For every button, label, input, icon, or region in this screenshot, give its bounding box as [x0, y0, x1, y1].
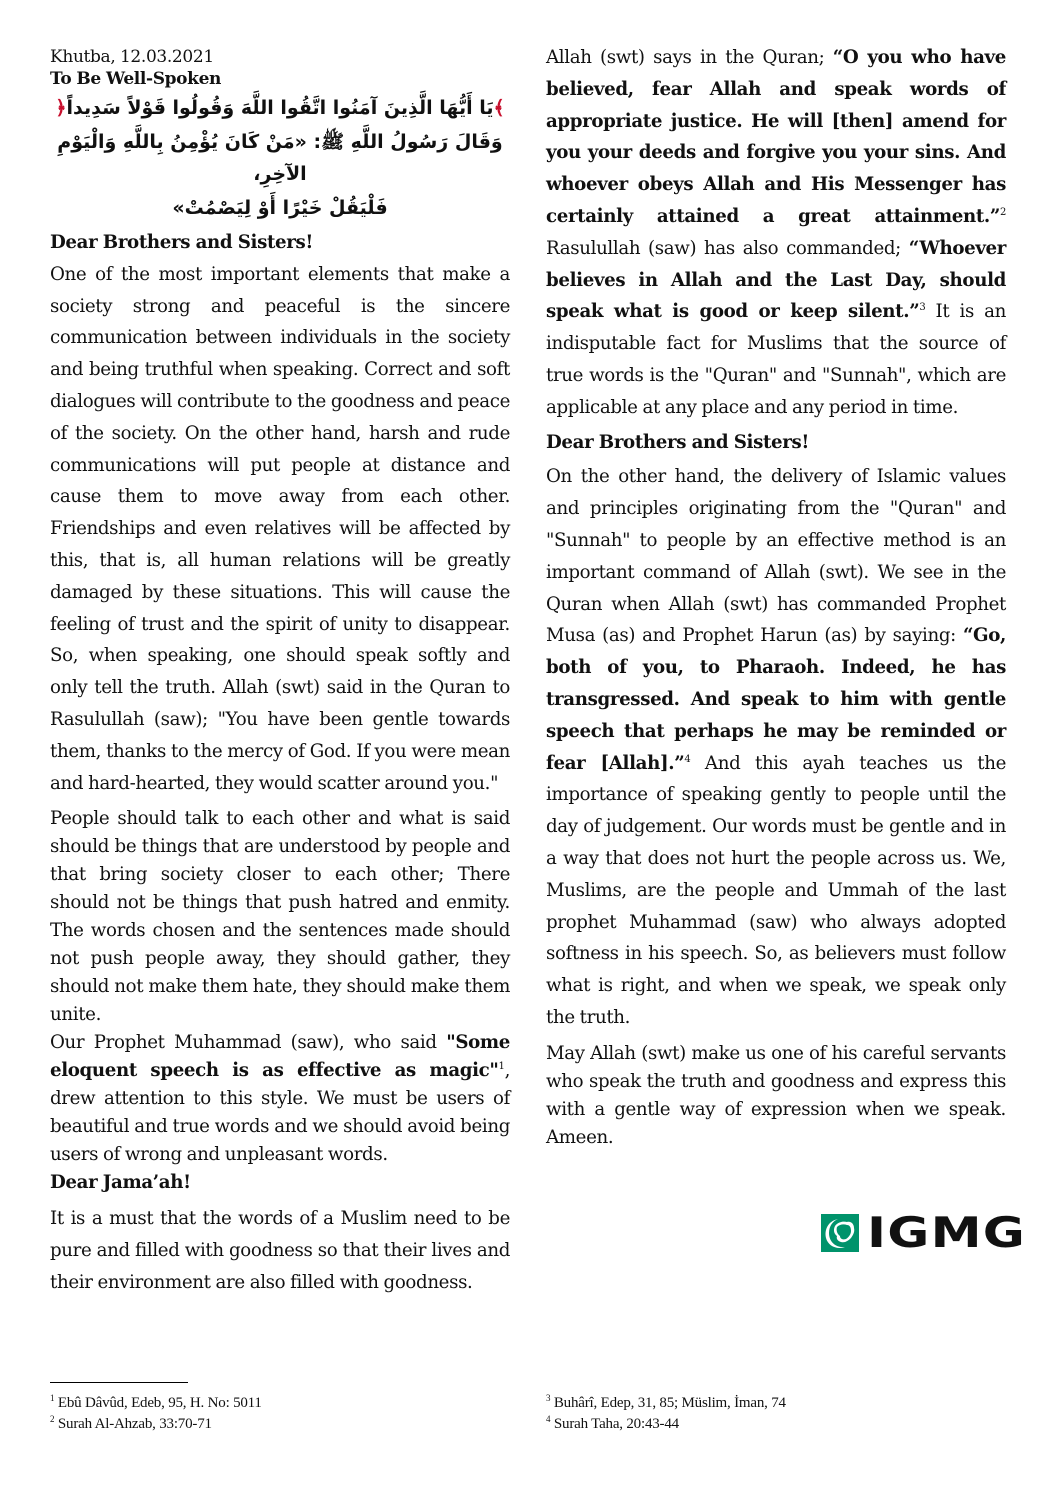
paragraph	[546, 461, 1006, 1033]
footnote-number: 1	[50, 1393, 55, 1403]
paragraph: It is a must that the words of a Muslim need to be pure and filled with goodness so that their lives and their environment are also filled with goodness.	[50, 1208, 510, 1293]
footnote-text: Buhârî, Edep, 31, 85; Müslim, İman, 74	[553, 1395, 786, 1411]
paragraph	[50, 1029, 510, 1169]
footnote-item	[50, 1414, 490, 1435]
footnote-item	[546, 1393, 986, 1414]
paragraph-text: And this ayah teaches us the importance of speaking gently to people until the day of judgement. Our words must be gentle and in a way that does not hurt the people across us. We, Muslims, are the people and Ummah of the last prophet Muhammad (saw) who always adopted softness in his speech. So, as believers must follow what is right, and when we speak, we speak only the truth.	[546, 752, 1006, 1028]
footnote-text: Ebû Dâvûd, Edeb, 95, H. No: 5011	[57, 1395, 262, 1411]
paragraph-text: Our Prophet Muhammad (saw), who said	[50, 1032, 447, 1054]
footnote-divider	[50, 1382, 188, 1383]
footnote-item	[546, 1414, 986, 1435]
hadith-quote: "Some eloquent speech is as effective as magic"	[50, 1032, 510, 1082]
footnote-number: 2	[50, 1414, 55, 1424]
ornament-close-icon: ﴿	[55, 97, 67, 119]
closing-prayer: May Allah (swt) make us one of his careful servants who speak the truth and goodness and express this with a gentle way of expression when we speak. Ameen.	[546, 1042, 1006, 1148]
logo-text: IGMG	[867, 1208, 1027, 1257]
arabic-verse-text: يَا أَيُّهَا الَّذِينَ آمَنُوا اتَّقُوا اللَّهَ وَقُولُوا قَوْلاً سَدِيداً	[66, 97, 494, 119]
left-column	[50, 46, 510, 1299]
paragraph: People should talk to each other and what is said should be things that are understood by people and that bring society closer to each other; There should not be things that push hatred and enmity. The words chosen and the sentences made should not push people away, they should gather, they should not make them hate, they should make them unite.	[50, 808, 510, 1026]
arabic-hadith-line-1: وَقَالَ رَسُولُ اللَّهِ ﷺ: «مَنْ كَانَ يُؤْمِنُ بِاللَّهِ وَالْيَوْمِ الآخِرِ،	[57, 131, 503, 185]
paragraph-text: It is an indisputable fact for Muslims that the source of true words is the "Quran" and "Sunnah", which are applicable at any place and any period in time.	[546, 301, 1006, 418]
quran-quote: “O you who have believed, fear Allah and speak words of appropriate justice. He will [then] amend for you your deeds and forgive you your sins. And whoever obeys Allah and His Messenger has certainly attained a great attainment.”	[546, 47, 1006, 227]
footnote-text: Surah Taha, 20:43-44	[553, 1416, 679, 1432]
footnote-number: 3	[546, 1393, 551, 1403]
igmg-logo	[821, 1208, 1027, 1257]
footnotes-left	[50, 1393, 490, 1435]
footnotes-right	[546, 1393, 986, 1435]
crescent-globe-icon	[821, 1214, 859, 1252]
khutba-date: Khutba, 12.03.2021	[50, 47, 214, 67]
section-heading: Dear Jama’ah!	[50, 1172, 191, 1194]
paragraph-text: , drew attention to this style. We must be users of beautiful and true words and we should avoid being users of wrong and unpleasant words.	[50, 1060, 510, 1166]
arabic-hadith-line-2: فَلْيَقُلْ خَيْرًا أَوْ لِيَصْمُتْ»	[172, 197, 388, 219]
footnote-ref[interactable]: 1	[498, 1061, 505, 1073]
quran-quote: “Go, both of you, to Pharaoh. Indeed, he has transgressed. And speak to him with gentle speech that perhaps he may be reminded or fear [Allah].”	[546, 625, 1006, 774]
footnote-ref[interactable]: 3	[919, 302, 926, 314]
paragraph-text: Allah (swt) says in the Quran;	[546, 47, 833, 68]
hadith-quote: “Whoever believes in Allah and the Last Day, should speak what is good or keep silent.”	[546, 237, 1006, 323]
footnote-ref[interactable]: 4	[684, 753, 691, 765]
arabic-verse	[50, 92, 510, 124]
paragraph-text: Rasulullah (saw) has also commanded;	[546, 237, 909, 259]
section-heading: Dear Brothers and Sisters!	[546, 431, 809, 453]
ornament-open-icon: ﴾	[493, 97, 505, 119]
footnote-number: 4	[546, 1414, 551, 1424]
footnote-text: Surah Al-Ahzab, 33:70-71	[57, 1416, 212, 1432]
footnote-item	[50, 1393, 490, 1414]
paragraph: One of the most important elements that make a society strong and peaceful is the sincere communication between individuals in the society and being truthful when speaking. Correct and soft dialogues will contribute to the goodness and peace of the society. On the other hand, harsh and rude communications will put people at distance and cause them to move away from each other. Friendships and even relatives will be affected by this, that is, all human relations will be greatly damaged by these situations. This will cause the feeling of trust and the spirit of unity to disappear. So, when speaking, one should speak softly and only tell the truth. Allah (swt) said in the Quran to Rasulullah (saw); "You have been gentle towards them, thanks to the mercy of God. If you were mean and hard-hearted, they would scatter around you."	[50, 263, 510, 794]
section-heading: Dear Brothers and Sisters!	[50, 232, 313, 253]
right-column	[546, 42, 1006, 1152]
paragraph	[546, 42, 1006, 424]
paragraph-text: On the other hand, the delivery of Islamic values and principles originating from the "Quran" and "Sunnah" to people by an effective method is an important command of Allah (swt). We see in the Quran when Allah (swt) has commanded Prophet Musa (as) and Prophet Harun (as) by saying:	[546, 466, 1006, 647]
sermon-title: To Be Well-Spoken	[50, 69, 222, 89]
footnote-ref[interactable]: 2	[999, 206, 1006, 218]
